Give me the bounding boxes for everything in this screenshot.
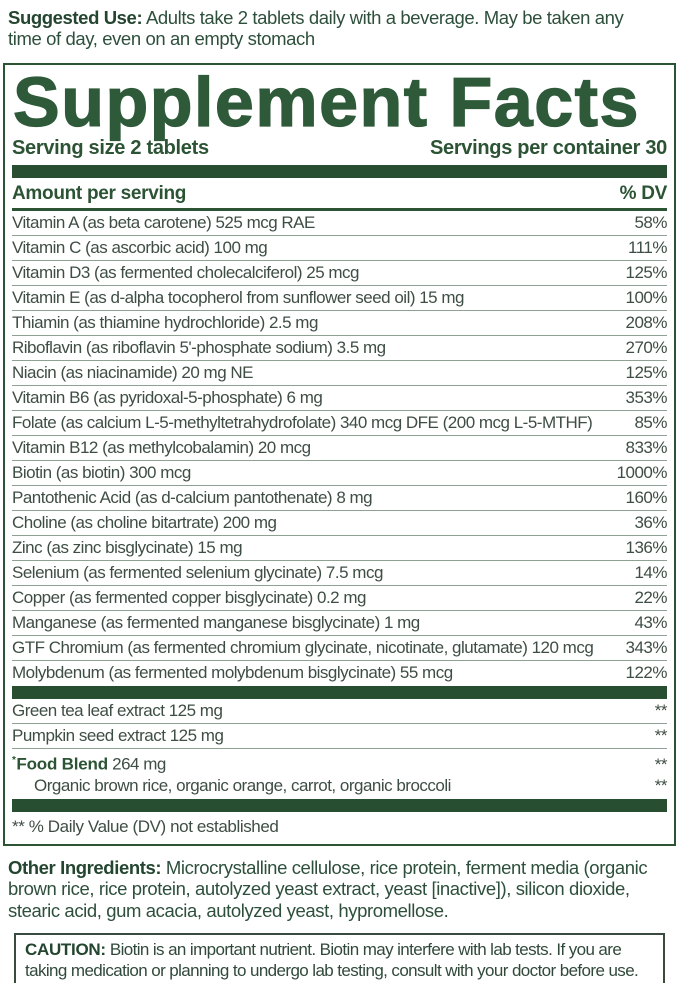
table-row	[12, 636, 667, 661]
nutrient-dv: 125%	[625, 262, 667, 282]
caution-box	[14, 933, 665, 983]
nutrient-dv: **	[654, 700, 667, 720]
table-header-row	[12, 178, 667, 211]
nutrient-name: Vitamin D3 (as fermented cholecalciferol) 25 mcg	[12, 262, 360, 282]
table-row	[12, 611, 667, 636]
nutrient-name: GTF Chromium (as fermented chromium glycinate, nicotinate, glutamate) 120 mcg	[12, 637, 594, 657]
other-ingredients-label: Other Ingredients:	[8, 856, 162, 878]
nutrient-dv: 125%	[625, 362, 667, 382]
nutrient-name: Vitamin B12 (as methylcobalamin) 20 mcg	[12, 437, 311, 457]
table-row	[12, 774, 667, 799]
other-ingredients-text	[8, 857, 669, 921]
nutrient-name: Biotin (as biotin) 300 mcg	[12, 462, 191, 482]
nutrient-name: Vitamin C (as ascorbic acid) 100 mg	[12, 237, 268, 257]
caution-body: Biotin is an important nutrient. Biotin may interfere with lab tests. If you are taking medication or planning to undergo lab testing, consult with your doctor before use.	[25, 940, 639, 980]
nutrient-name: Vitamin B6 (as pyridoxal-5-phosphate) 6 mg	[12, 387, 323, 407]
nutrient-dv: 111%	[628, 237, 667, 257]
nutrient-name: Thiamin (as thiamine hydrochloride) 2.5 mg	[12, 312, 318, 332]
table-row	[12, 511, 667, 536]
nutrient-name: Choline (as choline bitartrate) 200 mg	[12, 512, 277, 532]
nutrient-name: Manganese (as fermented manganese bisglycinate) 1 mg	[12, 612, 420, 632]
table-row	[12, 286, 667, 311]
nutrient-name: Molybdenum (as fermented molybdenum bisglycinate) 55 mcg	[12, 662, 453, 682]
table-row	[12, 661, 667, 686]
servings-per-container: Servings per container 30	[429, 136, 667, 159]
botanical-rows	[12, 699, 667, 799]
divider-bar-bottom	[12, 799, 667, 812]
serving-size: Serving size 2 tablets	[12, 136, 209, 159]
nutrient-name: Pantothenic Acid (as d-calcium pantothenate) 8 mg	[12, 487, 373, 507]
nutrient-name: Copper (as fermented copper bisglycinate) 0.2 mg	[12, 587, 366, 607]
nutrient-name: Niacin (as niacinamide) 20 mg NE	[12, 362, 253, 382]
supplement-facts-panel	[3, 63, 676, 846]
column-header-amount: Amount per serving	[12, 182, 187, 204]
table-row	[12, 724, 667, 749]
nutrient-dv: 136%	[625, 537, 667, 557]
table-row	[12, 311, 667, 336]
nutrient-dv: 14%	[634, 562, 667, 582]
table-row	[12, 336, 667, 361]
table-row	[12, 461, 667, 486]
nutrient-dv: 100%	[625, 287, 667, 307]
suggested-use-label: Suggested Use:	[8, 7, 143, 28]
nutrient-dv: **	[654, 754, 667, 774]
table-row	[12, 699, 667, 724]
nutrient-name: Vitamin E (as d-alpha tocopherol from sunflower seed oil) 15 mg	[12, 287, 464, 307]
nutrient-dv: 36%	[634, 512, 667, 532]
other-ingredients-body: Microcrystalline cellulose, rice protein, ferment media (organic brown rice, rice protein, autolyzed yeast extract, yeast [inactive]), silicon dioxide, stearic acid, gum acacia, autolyzed yeast, hypromellose.	[8, 856, 648, 921]
nutrient-name: Organic brown rice, organic orange, carrot, organic broccoli	[34, 775, 451, 795]
panel-title: Supplement Facts	[13, 62, 640, 141]
nutrient-dv: 1000%	[616, 462, 667, 482]
daily-value-footnote: ** % Daily Value (DV) not established	[12, 816, 279, 836]
suggested-use-body: Adults take 2 tablets daily with a beverage. May be taken any time of day, even on an empty stomach	[8, 7, 624, 50]
nutrient-dv: 270%	[625, 337, 667, 357]
table-row	[12, 211, 667, 236]
nutrient-dv: **	[654, 725, 667, 745]
nutrient-dv: 85%	[634, 412, 667, 432]
nutrient-dv: 43%	[634, 612, 667, 632]
nutrient-name: Selenium (as fermented selenium glycinate) 7.5 mcg	[12, 562, 383, 582]
nutrient-name: Riboflavin (as riboflavin 5'-phosphate sodium) 3.5 mg	[12, 337, 386, 357]
nutrient-name: Green tea leaf extract 125 mg	[12, 700, 223, 720]
nutrient-name: Pumpkin seed extract 125 mg	[12, 725, 224, 745]
nutrient-dv: 160%	[625, 487, 667, 507]
table-row	[12, 261, 667, 286]
table-row	[12, 236, 667, 261]
table-row	[12, 536, 667, 561]
nutrient-dv: 122%	[625, 662, 667, 682]
table-row	[12, 361, 667, 386]
nutrient-dv: 833%	[625, 437, 667, 457]
nutrient-dv: 208%	[625, 312, 667, 332]
table-row	[12, 586, 667, 611]
nutrient-dv: 22%	[634, 587, 667, 607]
table-row	[12, 411, 667, 436]
nutrient-name: *Food Blend 264 mg	[12, 754, 166, 774]
caution-label: CAUTION:	[25, 940, 106, 960]
divider-bar-top	[12, 165, 667, 178]
column-header-dv: % DV	[619, 182, 667, 204]
table-row	[12, 486, 667, 511]
nutrient-dv: **	[654, 775, 667, 795]
nutrient-dv: 58%	[634, 212, 667, 232]
nutrient-dv: 343%	[625, 637, 667, 657]
nutrient-dv: 353%	[625, 387, 667, 407]
nutrient-name: Vitamin A (as beta carotene) 525 mcg RAE	[12, 212, 315, 232]
nutrient-name: Folate (as calcium L-5-methyltetrahydrofolate) 340 mcg DFE (200 mcg L-5-MTHF)	[12, 412, 593, 432]
nutrient-name: Zinc (as zinc bisglycinate) 15 mg	[12, 537, 243, 557]
suggested-use-text	[0, 0, 670, 50]
table-row	[12, 436, 667, 461]
table-row	[12, 561, 667, 586]
nutrient-rows	[12, 211, 667, 686]
table-row	[12, 749, 667, 774]
divider-bar-middle	[12, 686, 667, 699]
table-row	[12, 386, 667, 411]
